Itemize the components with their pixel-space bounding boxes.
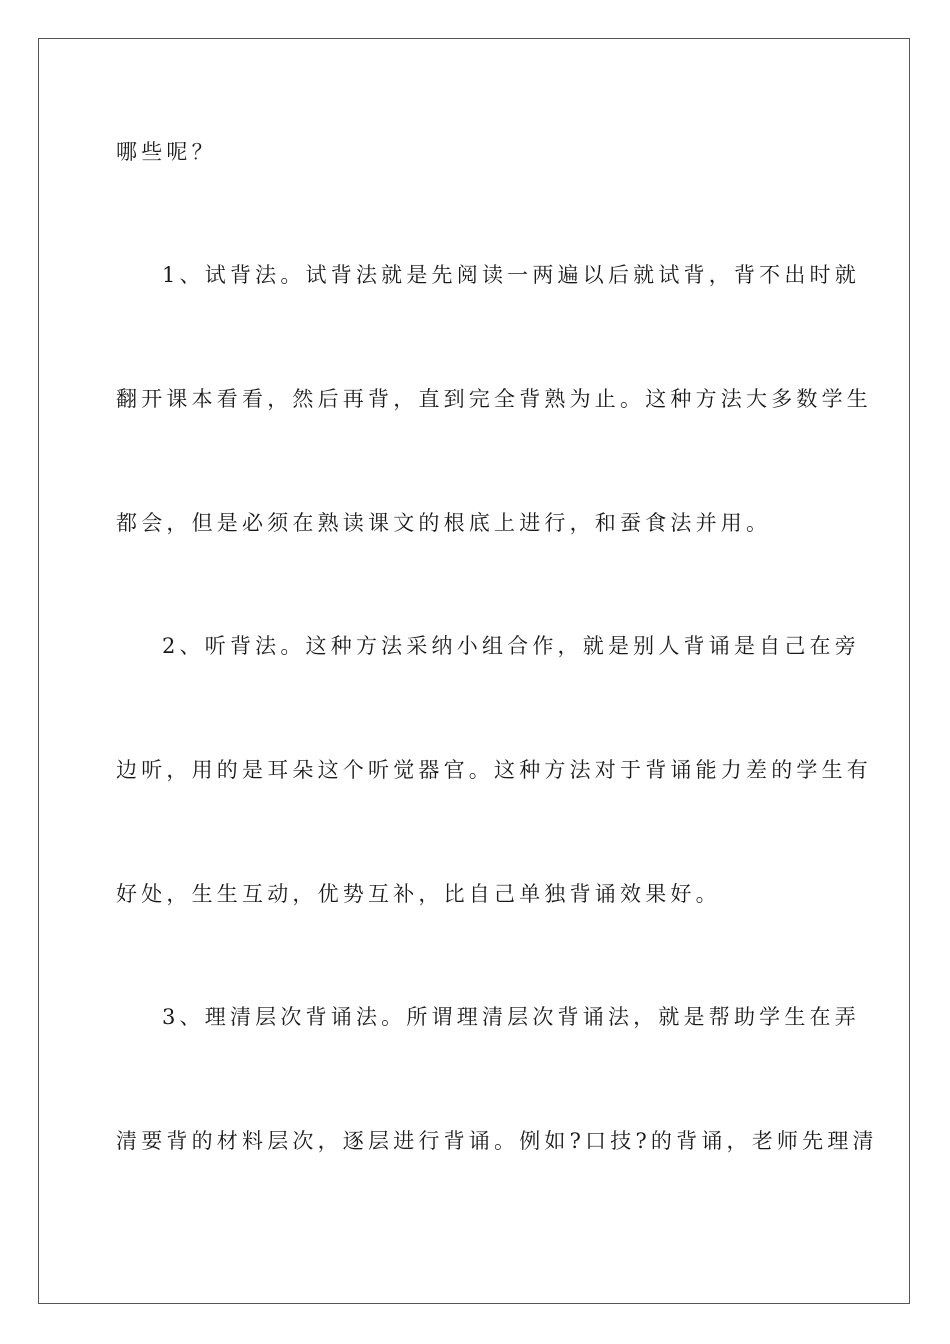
page-frame — [38, 38, 910, 1304]
text-line: 哪些呢？ — [116, 140, 217, 164]
text-line: 2、听背法。这种方法采纳小组合作，就是别人背诵是自己在旁 — [162, 634, 860, 658]
text-line: 都会，但是必须在熟读课文的根底上进行，和蚕食法并用。 — [116, 511, 772, 535]
text-line: 边听，用的是耳朵这个听觉器官。这种方法对于背诵能力差的学生有 — [116, 758, 872, 782]
text-line: 3、理清层次背诵法。所谓理清层次背诵法，就是帮助学生在弄 — [162, 1005, 860, 1029]
text-line: 好处，生生互动，优势互补，比自己单独背诵效果好。 — [116, 882, 721, 906]
text-line: 翻开课本看看，然后再背，直到完全背熟为止。这种方法大多数学生 — [116, 387, 872, 411]
text-line: 1、试背法。试背法就是先阅读一两遍以后就试背，背不出时就 — [162, 263, 860, 287]
text-line: 清要背的材料层次，逐层进行背诵。例如?口技?的背诵，老师先理清 — [116, 1129, 878, 1153]
